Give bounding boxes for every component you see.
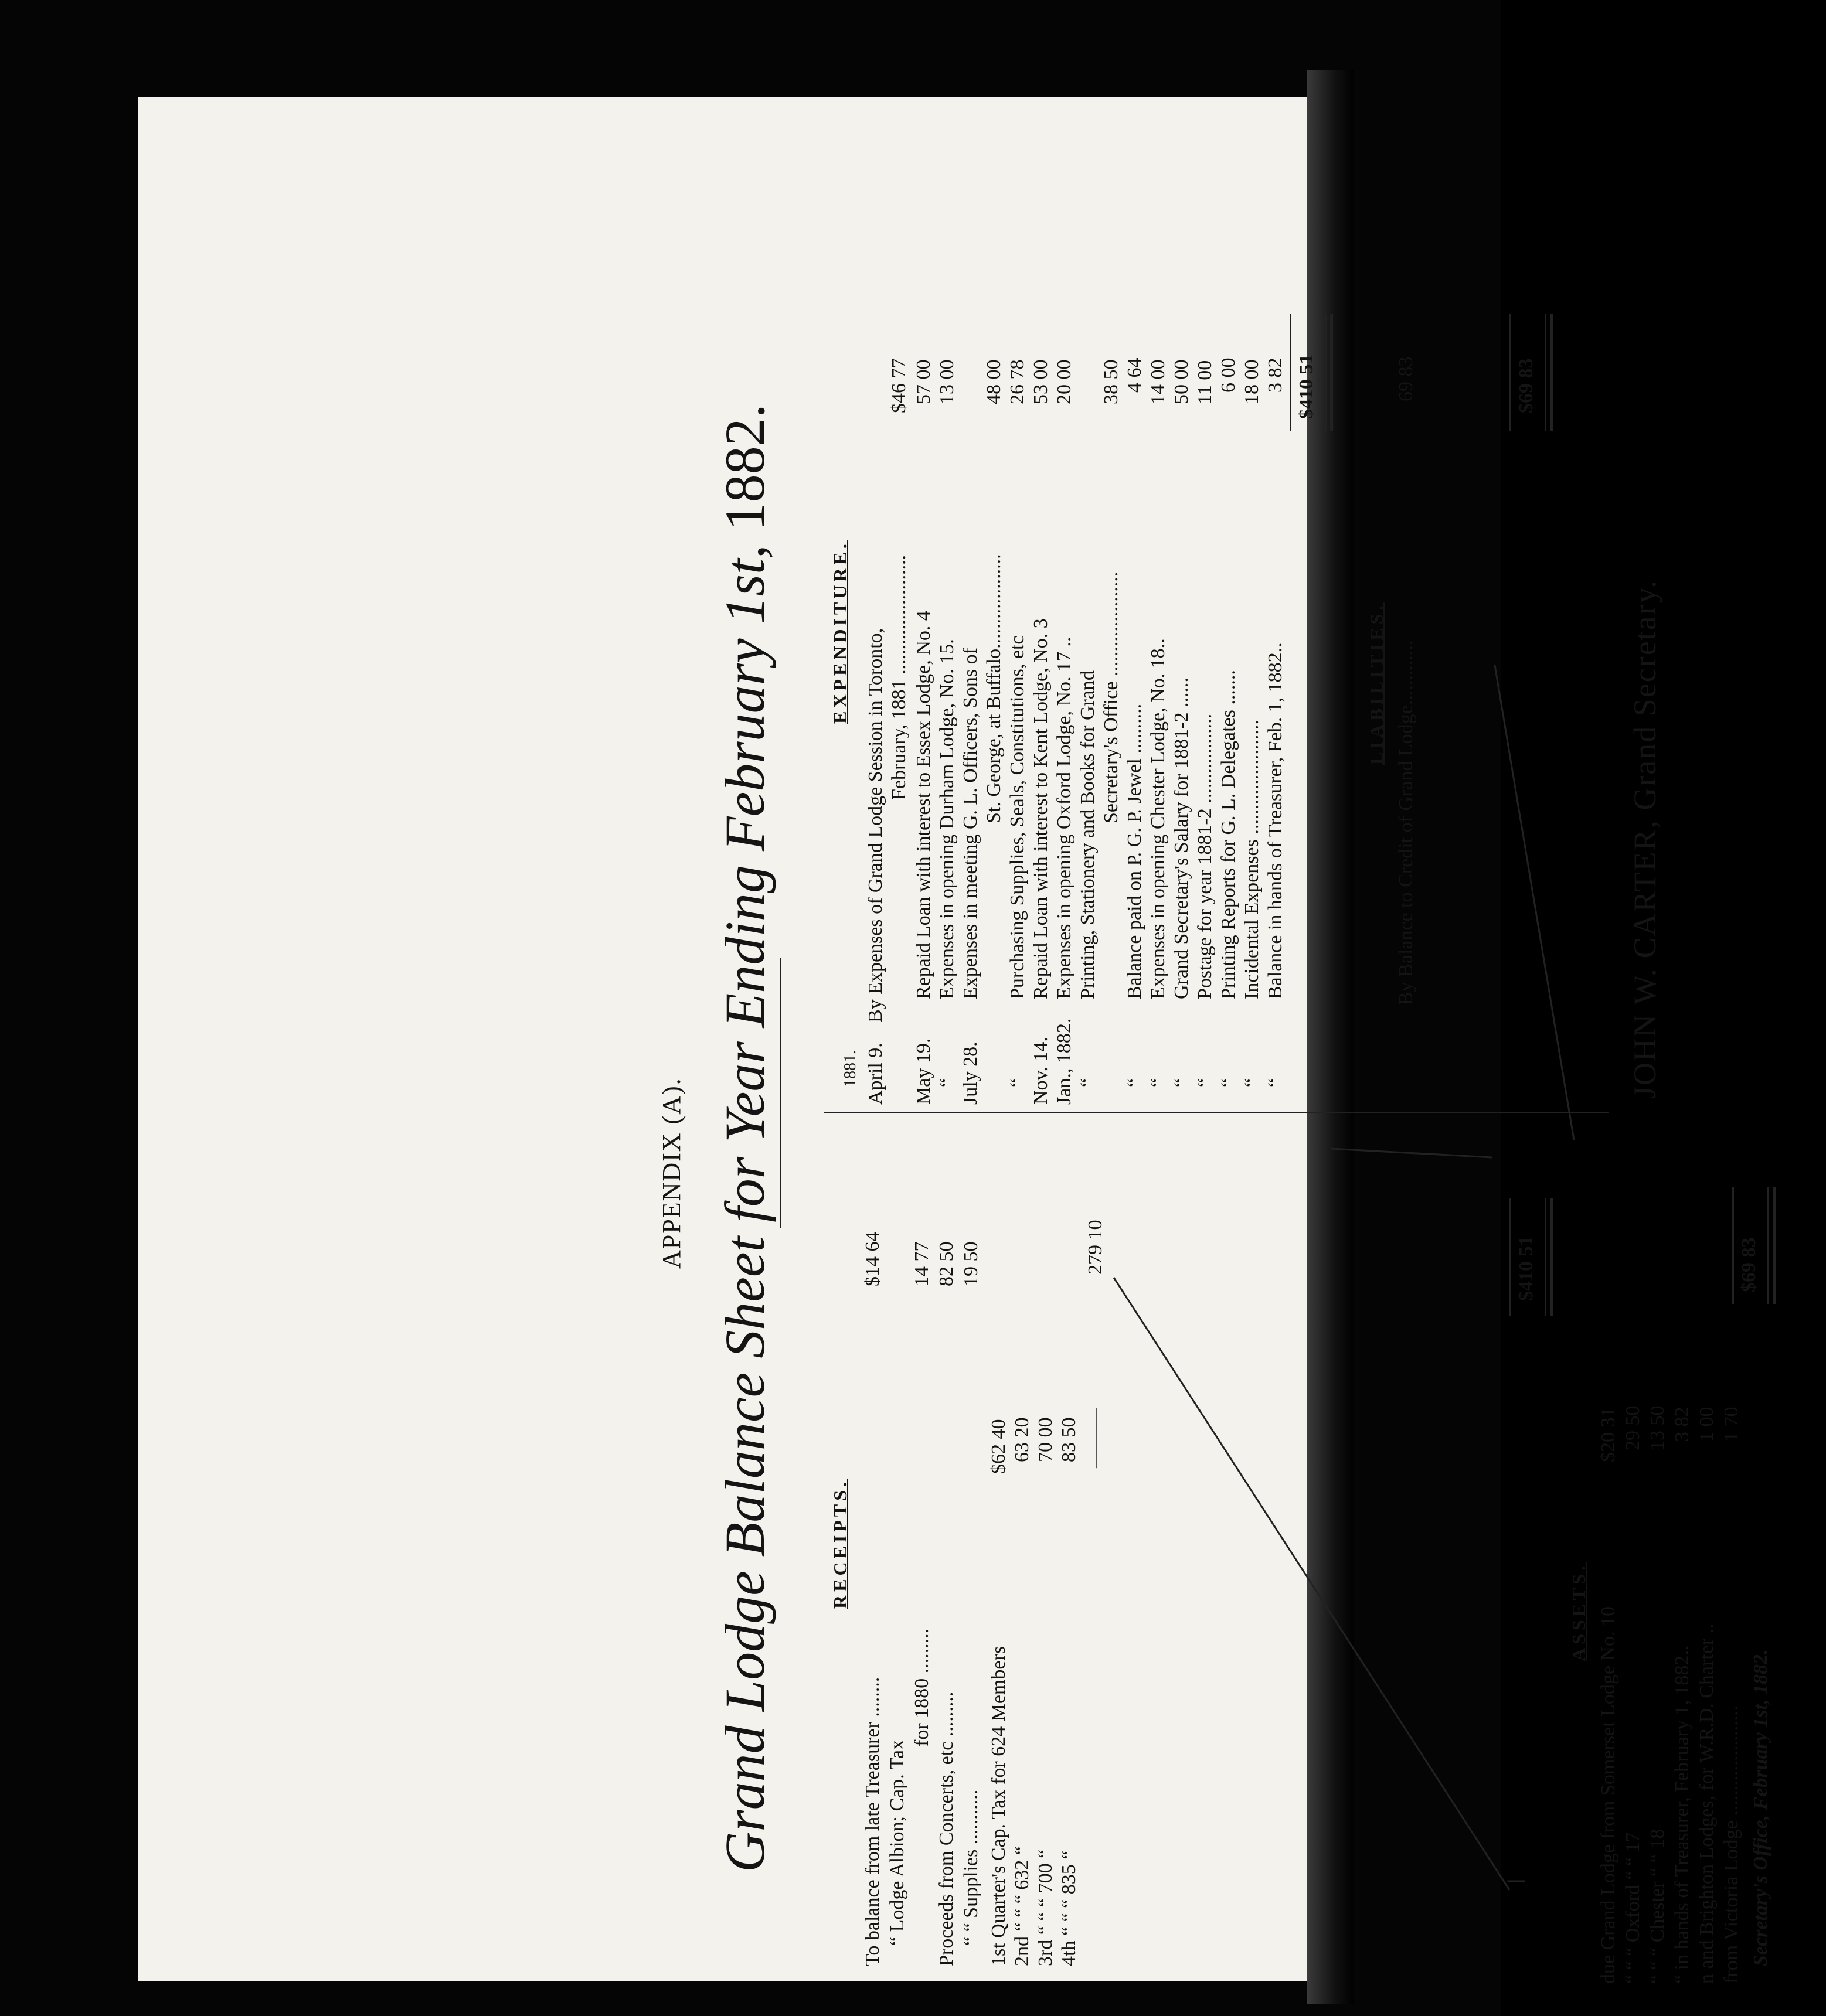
expenditure-amount: 18 00 bbox=[1241, 359, 1263, 404]
asset-amount: 1 70 bbox=[1720, 1407, 1742, 1442]
asset-amount: 1 00 bbox=[1696, 1407, 1718, 1442]
expenditure-line: Expenses in opening Durham Lodge, No. 15. bbox=[936, 639, 958, 999]
assets-total: $69 83 bbox=[1738, 1237, 1760, 1292]
subtotal-rule: ——— bbox=[1084, 1408, 1106, 1468]
title-text: Grand Lodge Balance Sheet for Year Ending February 1st, bbox=[713, 544, 776, 1872]
receipt-line: Proceeds from Concerts, etc ......... bbox=[936, 1691, 957, 1966]
expenditure-line: Repaid Loan with interest to Essex Lodge, No. 4 bbox=[913, 611, 934, 999]
expenditure-line: Balance in hands of Treasurer, Feb. 1, 1882.. bbox=[1264, 642, 1286, 999]
grand-secretary-signature: JOHN W. CARTER, Grand Secretary. bbox=[1627, 579, 1662, 1099]
expenditure-line: Repaid Loan with interest to Kent Lodge, No. 3 bbox=[1030, 618, 1052, 999]
receipt-amount: 19 50 bbox=[960, 1241, 982, 1286]
asset-amount: 3 82 bbox=[1671, 1407, 1693, 1442]
expenditure-total-rule bbox=[1290, 314, 1291, 431]
expenditure-year: 1881. bbox=[841, 1050, 859, 1087]
expenditure-line: Expenses in opening Oxford Lodge, No. 17 .. bbox=[1053, 636, 1075, 999]
expenditure-date: Nov. 14. bbox=[1030, 1037, 1052, 1105]
receipts-subtotal: 279 10 bbox=[1084, 1220, 1106, 1275]
expenditure-line: Postage for year 1881-2 .................. bbox=[1194, 713, 1216, 999]
expenditure-total-double-rule bbox=[1325, 314, 1333, 431]
asset-line: “ in hands of Treasurer, February 1, 1882.. bbox=[1671, 1645, 1693, 1984]
receipts-bracket bbox=[1508, 1881, 1525, 1882]
receipt-line: 3rd “ “ “ 700 “ bbox=[1035, 1849, 1056, 1966]
expenditure-line: Secretary's Office ..................... bbox=[1100, 571, 1122, 823]
receipts-heading: RECEIPTS. bbox=[829, 1478, 851, 1609]
receipt-amount: $14 64 bbox=[862, 1231, 883, 1286]
expenditure-amount: 13 00 bbox=[936, 359, 958, 404]
expenditure-amount: 6 00 bbox=[1218, 357, 1239, 393]
expenditure-date: “ bbox=[1194, 1078, 1216, 1087]
expenditure-date: “ bbox=[1241, 1078, 1263, 1087]
liabilities-amount: 69 83 bbox=[1395, 356, 1417, 401]
expenditure-amount: 4 64 bbox=[1124, 357, 1145, 393]
expenditure-date: “ bbox=[1218, 1078, 1239, 1087]
expenditure-amount: 38 50 bbox=[1100, 359, 1122, 404]
expenditure-amount: 20 00 bbox=[1053, 359, 1075, 404]
receipt-line: “ Lodge Albion; Cap. Tax bbox=[886, 1739, 908, 1946]
asset-line: due Grand Lodge from Somerset Lodge No. 10 bbox=[1597, 1606, 1619, 1984]
expenditure-line: February, 1881 ........................ bbox=[888, 554, 910, 800]
expenditure-date: May 19. bbox=[913, 1038, 934, 1105]
liabilities-line: By Balance to Credit of Grand Lodge............. bbox=[1395, 640, 1417, 1005]
expenditure-total: $410 51 bbox=[1295, 354, 1317, 419]
asset-amount: $20 31 bbox=[1597, 1407, 1619, 1462]
expenditure-amount: 14 00 bbox=[1147, 359, 1169, 404]
receipt-line: 4th “ “ “ 835 “ bbox=[1058, 1850, 1080, 1966]
expenditure-line: Purchasing Supplies, Seals, Constitutions, etc bbox=[1006, 635, 1028, 999]
office-dateline: Secretary's Office, February 1st, 1882. bbox=[1750, 1649, 1771, 1966]
asset-amount: 13 50 bbox=[1647, 1405, 1668, 1450]
asset-amount: 29 50 bbox=[1622, 1405, 1644, 1450]
expenditure-date: “ bbox=[1171, 1078, 1192, 1087]
receipt-subamount: $62 40 bbox=[988, 1419, 1009, 1474]
expenditure-date: Jan., 1882. bbox=[1053, 1018, 1075, 1105]
expenditure-line: Expenses in opening Chester Lodge, No. 18.. bbox=[1147, 638, 1169, 999]
receipt-subamount: 70 00 bbox=[1035, 1417, 1056, 1462]
expenditure-heading: EXPENDITURE. bbox=[829, 540, 851, 724]
expenditure-amount: 11 00 bbox=[1194, 360, 1216, 404]
asset-line: from Victoria Lodge ...................... bbox=[1720, 1705, 1742, 1984]
receipts-total-double-rule bbox=[1545, 1198, 1553, 1316]
title-year: 1882. bbox=[713, 404, 776, 531]
expenditure-date: “ bbox=[1147, 1078, 1169, 1087]
assets-total-rule bbox=[1732, 1187, 1734, 1304]
expenditure-amount: 3 82 bbox=[1264, 357, 1286, 393]
receipt-line: “ “ Supplies ........... bbox=[960, 1789, 982, 1946]
expenditure-line: By Expenses of Grand Lodge Session in Toronto, bbox=[865, 628, 886, 1023]
liabilities-total-rule bbox=[1509, 314, 1511, 431]
expenditure-line: Incidental Expenses ....................... bbox=[1241, 720, 1263, 999]
asset-line: n and Brighton Lodges, for W.R.D. Charter .. bbox=[1696, 1623, 1718, 1984]
asset-line: “ “ “ Chester “ “ 18 bbox=[1647, 1828, 1668, 1984]
expenditure-line: Printing Reports for G. L. Delegates ....... bbox=[1218, 670, 1239, 999]
expenditure-date: “ bbox=[1006, 1078, 1028, 1087]
receipts-total: $410 51 bbox=[1515, 1236, 1537, 1301]
expenditure-line: Balance paid on P. G. P. Jewel .......... bbox=[1124, 703, 1145, 999]
receipt-line: for 1880 ......... bbox=[911, 1628, 933, 1746]
expenditure-date: “ bbox=[1264, 1078, 1286, 1087]
expenditure-line: St. George, at Buffalo................... bbox=[983, 554, 1005, 823]
expenditure-date: April 9. bbox=[865, 1043, 886, 1105]
expenditure-amount: 50 00 bbox=[1171, 359, 1192, 404]
appendix-label: APPENDIX (A). bbox=[657, 1077, 686, 1269]
receipt-amount: 82 50 bbox=[936, 1241, 957, 1286]
receipt-line: To balance from late Treasurer ........ bbox=[862, 1677, 883, 1966]
assets-heading: ASSETS. bbox=[1568, 1562, 1589, 1661]
expenditure-amount: $46 77 bbox=[888, 358, 910, 413]
expenditure-line: Grand Secretary's Salary for 1881-2 ...... bbox=[1171, 677, 1192, 999]
expenditure-amount: 48 00 bbox=[983, 359, 1005, 404]
expenditure-amount: 26 78 bbox=[1006, 359, 1028, 404]
receipts-total-rule bbox=[1509, 1198, 1511, 1316]
receipt-line: 1st Quarter's Cap. Tax for 624 Members bbox=[988, 1646, 1009, 1966]
receipt-line: 2nd “ “ “ 632 “ bbox=[1011, 1846, 1033, 1966]
liabilities-heading: LIABILITIES. bbox=[1366, 602, 1387, 765]
assets-total-double-rule bbox=[1767, 1187, 1776, 1304]
expenditure-date: “ bbox=[1077, 1078, 1099, 1087]
expenditure-line: Printing, Stationery and Books for Grand bbox=[1077, 670, 1099, 999]
expenditure-date: July 28. bbox=[960, 1041, 981, 1105]
receipt-subamount: 83 50 bbox=[1058, 1417, 1080, 1462]
balance-sheet bbox=[630, 82, 1826, 1984]
liabilities-total-double-rule bbox=[1545, 314, 1553, 431]
receipt-amount: 14 77 bbox=[911, 1241, 933, 1286]
expenditure-date: “ bbox=[1124, 1078, 1145, 1087]
asset-line: “ “ “ Oxford “ “ 17 bbox=[1622, 1832, 1644, 1984]
expenditure-date: “ bbox=[936, 1078, 958, 1087]
expenditure-amount: 57 00 bbox=[913, 359, 934, 404]
expenditure-amount: 53 00 bbox=[1030, 359, 1052, 404]
expenditure-line: Expenses in meeting G. L. Officers, Sons of bbox=[960, 648, 981, 999]
receipt-subamount: 63 20 bbox=[1011, 1417, 1033, 1462]
liabilities-total: $69 83 bbox=[1515, 358, 1537, 413]
